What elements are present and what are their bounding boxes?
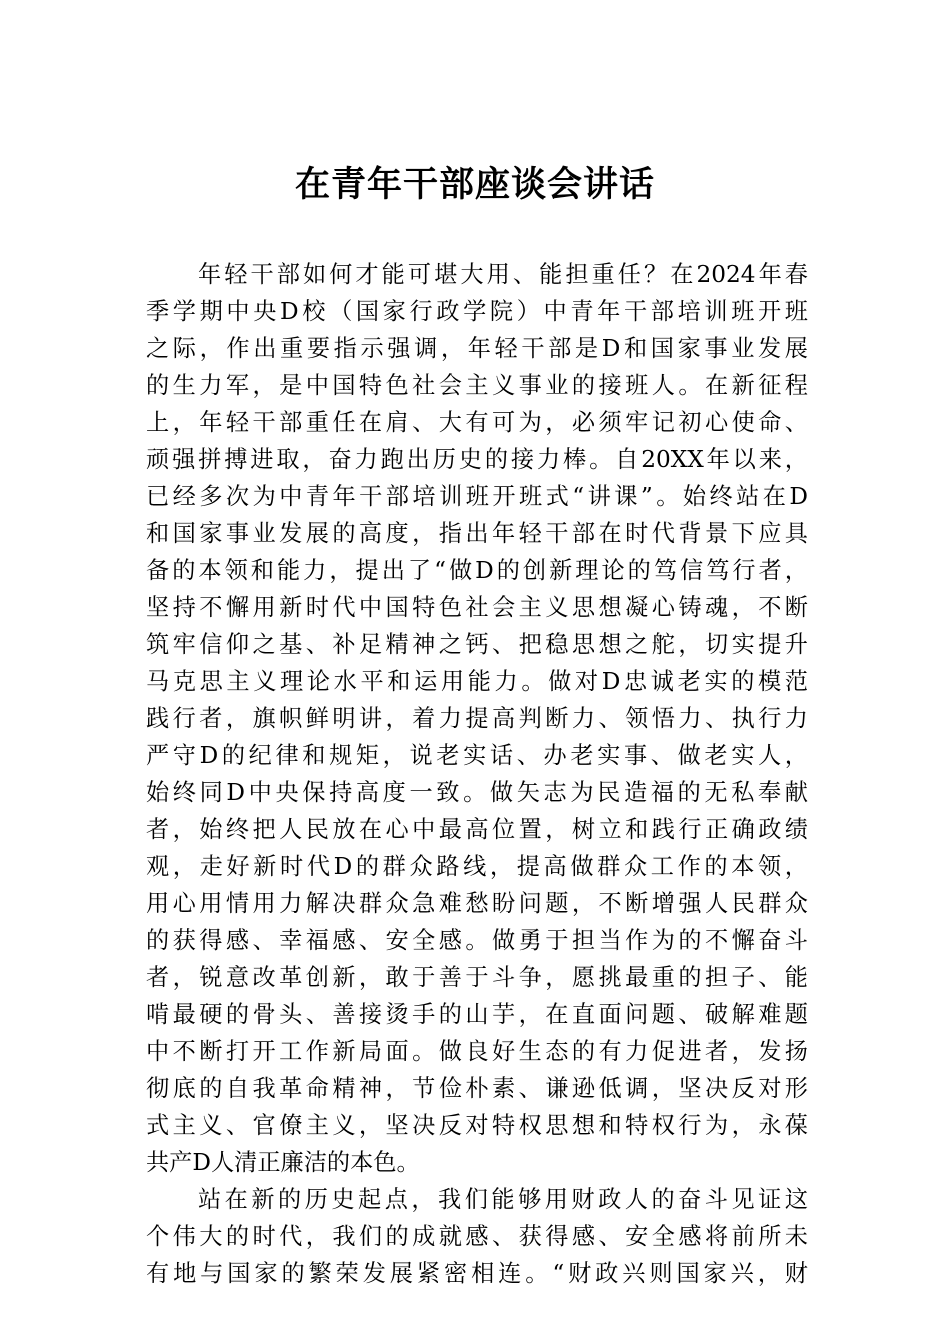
paragraph-1-line: 彻底的自我革命精神，节俭朴素、谦逊低调，坚决反对形 [146, 1075, 808, 1102]
paragraph-1-line: 中不断打开工作新局面。做良好生态的有力促进者，发扬 [146, 1038, 808, 1065]
paragraph-1-line: 的生力军，是中国特色社会主义事业的接班人。在新征程 [146, 372, 808, 399]
paragraph-1-line: 者，始终把人民放在心中最高位置，树立和践行正确政绩 [146, 816, 808, 843]
paragraph-1-line: 之际，作出重要指示强调，年轻干部是D和国家事业发展 [146, 335, 808, 362]
paragraph-1-line: 和国家事业发展的高度，指出年轻干部在时代背景下应具 [146, 520, 808, 547]
paragraph-1-line: 观，走好新时代D的群众路线，提高做群众工作的本领， [146, 853, 808, 880]
paragraph-1-line: 的获得感、幸福感、安全感。做勇于担当作为的不懈奋斗 [146, 927, 808, 954]
paragraph-1-line: 顽强拼搏进取，奋力跑出历史的接力棒。自20XX年以来， [146, 446, 808, 473]
paragraph-1-line: 上，年轻干部重任在肩、大有可为，必须牢记初心使命、 [146, 409, 808, 436]
paragraph-1-line: 共产D人清正廉洁的本色。 [146, 1149, 420, 1176]
paragraph-1-line: 已经多次为中青年干部培训班开班式“讲课”。始终站在D [146, 483, 808, 510]
paragraph-1-line: 马克思主义理论水平和运用能力。做对D忠诚老实的模范 [146, 668, 808, 695]
paragraph-2-line: 个伟大的时代，我们的成就感、获得感、安全感将前所未 [146, 1223, 808, 1250]
paragraph-1-line: 严守D的纪律和规矩，说老实话、办老实事、做老实人， [146, 742, 808, 769]
document-title: 在青年干部座谈会讲话 [294, 164, 655, 205]
paragraph-1-line: 践行者，旗帜鲜明讲，着力提高判断力、领悟力、执行力 [146, 705, 808, 732]
paragraph-1-line: 式主义、官僚主义，坚决反对特权思想和特权行为，永葆 [146, 1112, 808, 1139]
paragraph-1-line: 用心用情用力解决群众急难愁盼问题，不断增强人民群众 [146, 890, 808, 917]
document-body [146, 256, 808, 1292]
paragraph-2-line: 站在新的历史起点，我们能够用财政人的奋斗见证这 [198, 1186, 808, 1213]
paragraph-1-line: 筑牢信仰之基、补足精神之钙、把稳思想之舵，切实提升 [146, 631, 808, 658]
paragraph-2-line: 有地与国家的繁荣发展紧密相连。“财政兴则国家兴，财 [146, 1260, 808, 1287]
paragraph-1-line: 坚持不懈用新时代中国特色社会主义思想凝心铸魂，不断 [146, 594, 808, 621]
paragraph-1-line: 始终同D中央保持高度一致。做矢志为民造福的无私奉献 [146, 779, 808, 806]
paragraph-1-line: 啃最硬的骨头、善接烫手的山芋，在直面问题、破解难题 [146, 1001, 808, 1028]
paragraph-1-line: 年轻干部如何才能可堪大用、能担重任？在2024年春 [198, 261, 808, 288]
paragraph-1-line: 备的本领和能力，提出了“做D的创新理论的笃信笃行者， [146, 557, 808, 584]
paragraph-1-line: 季学期中央D校（国家行政学院）中青年干部培训班开班 [146, 298, 808, 325]
paragraph-1-line: 者，锐意改革创新，敢于善于斗争，愿挑最重的担子、能 [146, 964, 808, 991]
